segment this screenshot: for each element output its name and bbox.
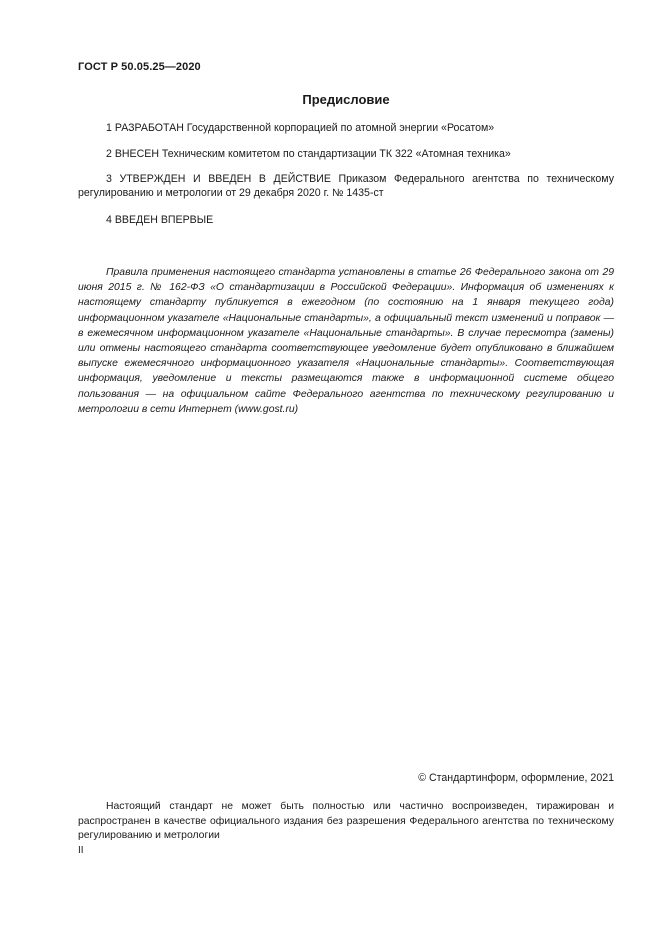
reproduction-rights-notice: Настоящий стандарт не может быть полностью или частично воспроизведен, тиражирован и распространен в качестве официального издания без разрешения Федерального агентства по техническому регулированию и метрологии bbox=[78, 801, 614, 841]
preface-title: Предисловие bbox=[302, 92, 390, 107]
preface-item-2: 2 ВНЕСЕН Техническим комитетом по стандартизации ТК 322 «Атомная техника» bbox=[106, 148, 511, 160]
preface-item-4: 4 ВВЕДЕН ВПЕРВЫЕ bbox=[106, 214, 214, 226]
preface-item-3: 3 УТВЕРЖДЕН И ВВЕДЕН В ДЕЙСТВИЕ Приказом Федерального агентства по техническому регулированию и метрологии от 29 декабря 2020 г. № 1435-ст bbox=[78, 173, 614, 199]
preface-item-1: 1 РАЗРАБОТАН Государственной корпорацией по атомной энергии «Росатом» bbox=[106, 122, 495, 134]
page-number: II bbox=[78, 845, 84, 856]
copyright-line: © Стандартинформ, оформление, 2021 bbox=[418, 772, 614, 784]
application-rules-notice: Правила применения настоящего стандарта установлены в статье 26 Федерального закона от 29 июня 2015 г. № 162-ФЗ «О стандартизации в Российской Федерации». Информация об изменениях к настоящему стандарту публикуется в ежегодном (по состоянию на 1 января текущего года) информационном указателе «Национальные стандарты», а официальный текст изменений и поправок — в ежемесячном информационном указателе «Национальные стандарты». В случае пересмотра (замены) или отмены настоящего стандарта соответствующее уведомление будет опубликовано в ближайшем выпуске ежемесячного информационного указателя «Национальные стандарты». Соответствующая информация, уведомление и тексты размещаются также в информационной системе общего пользования — на официальном сайте Федерального агентства по техническому регулированию и метрологии в сети Интернет (www.gost.ru) bbox=[78, 267, 614, 415]
document-code: ГОСТ Р 50.05.25—2020 bbox=[78, 61, 201, 73]
